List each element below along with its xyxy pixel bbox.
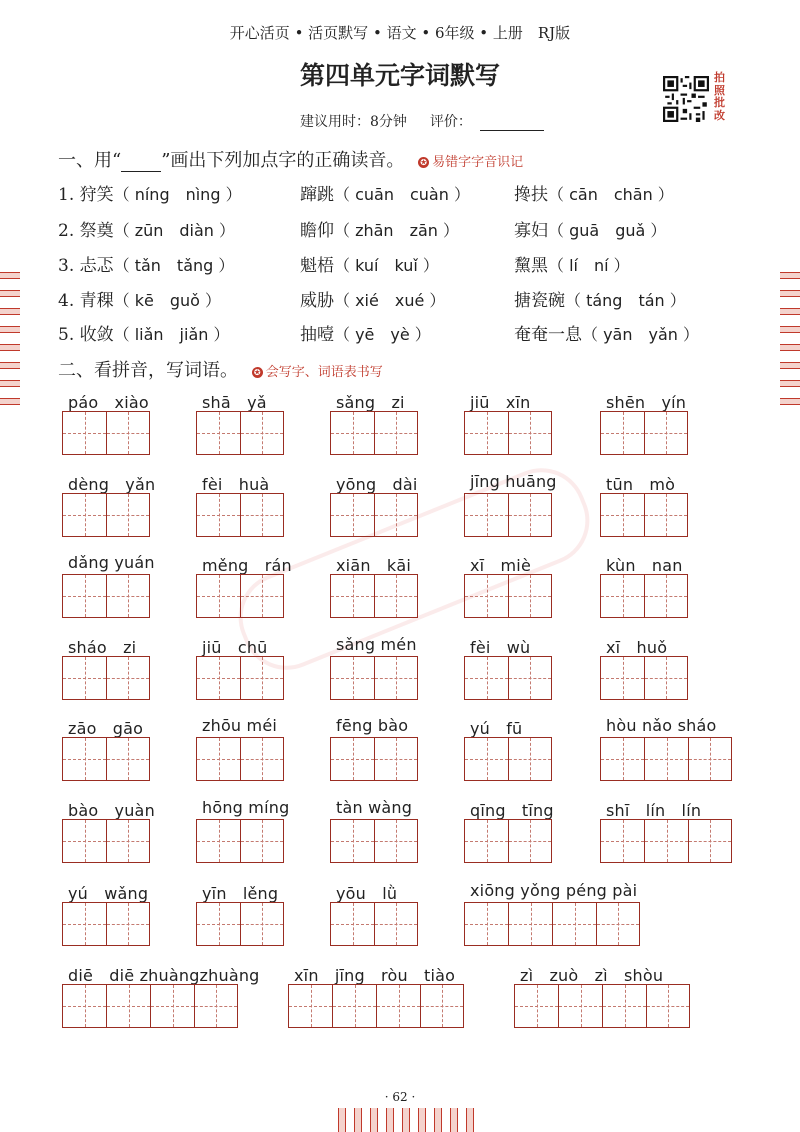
- writing-cell[interactable]: [464, 656, 508, 700]
- writing-cell[interactable]: [374, 902, 418, 946]
- pinyin-prompt: sháo zi: [68, 638, 137, 657]
- writing-cell[interactable]: [514, 984, 558, 1028]
- writing-cell[interactable]: [62, 656, 106, 700]
- writing-cell[interactable]: [644, 493, 688, 537]
- writing-grid[interactable]: [330, 902, 418, 946]
- qr-caption-char: 照: [714, 83, 725, 97]
- section2-tag-text: 会写字、词语表书写: [265, 365, 383, 380]
- eval-label: 评价：: [429, 114, 472, 130]
- word-label: 2. 祭奠: [58, 221, 114, 241]
- writing-cell[interactable]: [508, 574, 552, 618]
- writing-cell[interactable]: [602, 984, 646, 1028]
- writing-cell[interactable]: [62, 737, 106, 781]
- writing-cell[interactable]: [330, 737, 374, 781]
- word-label: 威胁: [300, 291, 334, 311]
- word-label: 蹿跳: [300, 185, 334, 205]
- header-line: 开心活页 • 活页默写 • 语文 • 6年级 • 上册 RJ版: [229, 24, 571, 42]
- writing-grid[interactable]: [514, 984, 690, 1028]
- writing-cell[interactable]: [106, 984, 150, 1028]
- right-binding-marks: [780, 272, 800, 416]
- time-label: 建议用时：8分钟: [300, 114, 407, 130]
- pinyin-prompt: qīng tīng: [470, 801, 554, 820]
- word-label: 5. 收敛: [58, 325, 114, 345]
- pinyin-prompt: yīn lěng: [202, 884, 279, 903]
- writing-cell[interactable]: [374, 737, 418, 781]
- pinyin-prompt: yú fū: [470, 719, 523, 738]
- writing-cell[interactable]: [240, 574, 284, 618]
- writing-grid[interactable]: [600, 493, 688, 537]
- writing-grid[interactable]: [330, 574, 418, 618]
- writing-cell[interactable]: [464, 737, 508, 781]
- pinyin-prompt: fèi wù: [470, 638, 531, 657]
- pinyin-prompt: sǎng mén: [336, 635, 417, 654]
- word-label: 奄奄一息: [514, 325, 582, 345]
- page-number: · 62 ·: [384, 1090, 416, 1104]
- section2-title: [58, 356, 383, 382]
- writing-cell[interactable]: [644, 411, 688, 455]
- writing-cell[interactable]: [688, 737, 732, 781]
- writing-cell[interactable]: [600, 737, 644, 781]
- pinyin-prompt: dèng yǎn: [68, 475, 156, 494]
- writing-grid[interactable]: [330, 737, 418, 781]
- writing-grid[interactable]: [600, 574, 688, 618]
- writing-grid[interactable]: [464, 737, 552, 781]
- pinyin-prompt: xīn jīng ròu tiào: [294, 966, 456, 985]
- writing-cell[interactable]: [106, 902, 150, 946]
- writing-grid[interactable]: [62, 819, 150, 863]
- writing-cell[interactable]: [62, 493, 106, 537]
- writing-grid[interactable]: [196, 737, 284, 781]
- writing-cell[interactable]: [374, 819, 418, 863]
- qr-caption-char: 拍: [714, 71, 725, 84]
- pronunciation-item: [58, 251, 234, 276]
- writing-cell[interactable]: [150, 984, 194, 1028]
- writing-cell[interactable]: [374, 493, 418, 537]
- writing-grid[interactable]: [600, 656, 688, 700]
- word-label: 搪瓷碗: [514, 291, 565, 311]
- writing-cell[interactable]: [62, 411, 106, 455]
- writing-grid[interactable]: [196, 574, 284, 618]
- pinyin-options[interactable]: （ xié xué ）: [334, 291, 446, 310]
- pinyin-prompt: shā yǎ: [202, 393, 267, 412]
- writing-cell[interactable]: [288, 984, 332, 1028]
- writing-cell[interactable]: [240, 902, 284, 946]
- writing-cell[interactable]: [330, 574, 374, 618]
- pronunciation-item: [300, 216, 459, 241]
- pinyin-prompt: hōng míng: [202, 798, 290, 817]
- writing-cell[interactable]: [464, 493, 508, 537]
- writing-cell[interactable]: [644, 574, 688, 618]
- writing-grid[interactable]: [62, 493, 150, 537]
- eval-blank[interactable]: [480, 117, 544, 131]
- pinyin-options[interactable]: （ yē yè ）: [334, 325, 431, 344]
- pinyin-prompt: měng rán: [202, 556, 292, 575]
- left-binding-marks: [0, 272, 20, 416]
- star-icon: ✪: [418, 157, 429, 168]
- writing-cell[interactable]: [464, 411, 508, 455]
- writing-cell[interactable]: [508, 411, 552, 455]
- writing-grid[interactable]: [196, 411, 284, 455]
- writing-cell[interactable]: [508, 493, 552, 537]
- writing-grid[interactable]: [288, 984, 464, 1028]
- word-label: 3. 忐忑: [58, 256, 114, 276]
- pronunciation-item: [514, 320, 699, 345]
- pronunciation-item: [58, 286, 221, 311]
- writing-cell[interactable]: [106, 574, 150, 618]
- writing-cell[interactable]: [374, 411, 418, 455]
- pinyin-prompt: jīng huāng: [470, 472, 557, 491]
- pronunciation-item: [58, 320, 229, 345]
- writing-cell[interactable]: [62, 819, 106, 863]
- writing-cell[interactable]: [552, 902, 596, 946]
- writing-cell[interactable]: [508, 737, 552, 781]
- writing-grid[interactable]: [62, 656, 150, 700]
- writing-cell[interactable]: [376, 984, 420, 1028]
- writing-cell[interactable]: [600, 819, 644, 863]
- writing-grid[interactable]: [196, 656, 284, 700]
- pinyin-options[interactable]: （ níng nìng ）: [113, 185, 242, 204]
- writing-grid[interactable]: [196, 493, 284, 537]
- writing-cell[interactable]: [464, 574, 508, 618]
- word-label: 1. 狩笑: [58, 185, 114, 205]
- writing-grid[interactable]: [464, 574, 552, 618]
- writing-grid[interactable]: [464, 902, 640, 946]
- qr-caption-char: 批: [714, 96, 725, 109]
- section2-tag: [252, 365, 383, 380]
- writing-grid[interactable]: [330, 656, 418, 700]
- writing-cell[interactable]: [464, 902, 508, 946]
- pinyin-prompt: zhōu méi: [202, 716, 278, 735]
- pinyin-prompt: jiū xīn: [470, 393, 531, 412]
- writing-cell[interactable]: [196, 656, 240, 700]
- word-label: 寡妇: [514, 221, 548, 241]
- writing-cell[interactable]: [62, 902, 106, 946]
- qr-caption: [714, 72, 730, 122]
- word-label: 4. 青稞: [58, 291, 114, 311]
- writing-cell[interactable]: [62, 574, 106, 618]
- pinyin-prompt: xiōng yǒng péng pài: [470, 881, 638, 900]
- pinyin-prompt: yōu lǜ: [336, 884, 398, 903]
- writing-cell[interactable]: [240, 737, 284, 781]
- pronunciation-item: [514, 251, 630, 276]
- section1-title-post: ”画出下列加点字的正确读音。: [161, 150, 405, 171]
- writing-grid[interactable]: [62, 902, 150, 946]
- pinyin-prompt: jiū chū: [202, 638, 268, 657]
- writing-cell[interactable]: [330, 411, 374, 455]
- pinyin-options[interactable]: （ kē guǒ ）: [113, 291, 221, 310]
- pinyin-options[interactable]: （ cān chān ）: [548, 185, 674, 204]
- pinyin-prompt: bào yuàn: [68, 801, 155, 820]
- writing-cell[interactable]: [196, 737, 240, 781]
- pinyin-prompt: fèi huà: [202, 475, 270, 494]
- writing-cell[interactable]: [508, 902, 552, 946]
- pronunciation-item: [514, 180, 674, 205]
- writing-grid[interactable]: [464, 656, 552, 700]
- writing-cell[interactable]: [330, 819, 374, 863]
- section1-title: [58, 146, 523, 172]
- pinyin-options[interactable]: （ kuí kuǐ ）: [334, 256, 439, 275]
- pronunciation-item: [300, 286, 445, 311]
- pinyin-options[interactable]: （ lí ní ）: [548, 256, 630, 275]
- pinyin-prompt: sǎng zi: [336, 393, 405, 412]
- writing-cell[interactable]: [600, 574, 644, 618]
- writing-cell[interactable]: [688, 819, 732, 863]
- writing-cell[interactable]: [464, 819, 508, 863]
- pinyin-prompt: zāo gāo: [68, 719, 144, 738]
- writing-grid[interactable]: [196, 902, 284, 946]
- section1-title-pre: 一、用“: [58, 150, 122, 171]
- pinyin-prompt: fēng bào: [336, 716, 409, 735]
- writing-cell[interactable]: [196, 493, 240, 537]
- pinyin-prompt: shī lín lín: [606, 801, 702, 820]
- pinyin-prompt: yú wǎng: [68, 884, 149, 903]
- word-label: 抽噎: [300, 325, 334, 345]
- pinyin-prompt: yōng dài: [336, 475, 418, 494]
- writing-cell[interactable]: [508, 819, 552, 863]
- writing-cell[interactable]: [240, 656, 284, 700]
- writing-cell[interactable]: [420, 984, 464, 1028]
- writing-cell[interactable]: [600, 411, 644, 455]
- writing-grid[interactable]: [62, 984, 238, 1028]
- pinyin-prompt: zì zuò zì shòu: [520, 966, 664, 985]
- qr-caption-char: 改: [714, 108, 725, 122]
- writing-grid[interactable]: [62, 574, 150, 618]
- writing-cell[interactable]: [600, 656, 644, 700]
- pinyin-prompt: shēn yín: [606, 393, 687, 412]
- pronunciation-item: [300, 180, 470, 205]
- pinyin-options[interactable]: （ zūn diàn ）: [113, 221, 236, 240]
- writing-cell[interactable]: [644, 737, 688, 781]
- writing-cell[interactable]: [332, 984, 376, 1028]
- pinyin-options[interactable]: （ zhān zān ）: [334, 221, 460, 240]
- pinyin-prompt: xī huǒ: [606, 638, 668, 657]
- writing-grid[interactable]: [464, 411, 552, 455]
- meta-line: [300, 111, 544, 131]
- writing-cell[interactable]: [240, 493, 284, 537]
- word-label: 搀扶: [514, 185, 548, 205]
- writing-cell[interactable]: [330, 656, 374, 700]
- writing-grid[interactable]: [196, 819, 284, 863]
- writing-cell[interactable]: [644, 819, 688, 863]
- writing-cell[interactable]: [196, 902, 240, 946]
- pinyin-options[interactable]: （ tǎn tǎng ）: [113, 256, 235, 275]
- pinyin-options[interactable]: （ táng tán ）: [565, 291, 686, 310]
- pinyin-prompt: xī miè: [470, 556, 531, 575]
- writing-cell[interactable]: [106, 411, 150, 455]
- writing-cell[interactable]: [62, 984, 106, 1028]
- pinyin-options[interactable]: （ cuān cuàn ）: [334, 185, 470, 204]
- pronunciation-item: [300, 320, 431, 345]
- writing-cell[interactable]: [600, 493, 644, 537]
- writing-grid[interactable]: [600, 819, 732, 863]
- writing-cell[interactable]: [646, 984, 690, 1028]
- word-label: 魁梧: [300, 256, 334, 276]
- writing-cell[interactable]: [196, 819, 240, 863]
- writing-cell[interactable]: [106, 819, 150, 863]
- writing-cell[interactable]: [196, 574, 240, 618]
- underline-sample: [121, 157, 161, 172]
- writing-cell[interactable]: [596, 902, 640, 946]
- writing-cell[interactable]: [196, 411, 240, 455]
- writing-cell[interactable]: [106, 737, 150, 781]
- writing-cell[interactable]: [558, 984, 602, 1028]
- word-label: 黧黑: [514, 256, 548, 276]
- pinyin-prompt: xiān kāi: [336, 556, 411, 575]
- pinyin-options[interactable]: （ yān yǎn ）: [582, 325, 700, 344]
- writing-grid[interactable]: [600, 411, 688, 455]
- pinyin-prompt: páo xiào: [68, 393, 149, 412]
- writing-cell[interactable]: [106, 493, 150, 537]
- pinyin-prompt: tàn wàng: [336, 798, 413, 817]
- writing-grid[interactable]: [464, 819, 552, 863]
- pronunciation-item: [514, 216, 666, 241]
- writing-cell[interactable]: [240, 819, 284, 863]
- section2-title-text: 二、看拼音，写词语。: [58, 360, 238, 381]
- pinyin-prompt: tūn mò: [606, 475, 676, 494]
- writing-cell[interactable]: [330, 493, 374, 537]
- pronunciation-item: [58, 180, 242, 205]
- page-title: 第四单元字词默写: [299, 61, 500, 90]
- section1-tag-text: 易错字字音识记: [432, 155, 524, 170]
- writing-cell[interactable]: [106, 656, 150, 700]
- writing-cell[interactable]: [240, 411, 284, 455]
- writing-grid[interactable]: [62, 411, 150, 455]
- pronunciation-item: [300, 251, 439, 276]
- pinyin-prompt: kùn nan: [606, 556, 683, 575]
- section1-tag: [418, 155, 523, 170]
- pinyin-options[interactable]: （ guā guǎ ）: [548, 221, 667, 240]
- pronunciation-item: [514, 286, 686, 311]
- writing-cell[interactable]: [330, 902, 374, 946]
- writing-grid[interactable]: [464, 493, 552, 537]
- writing-cell[interactable]: [644, 656, 688, 700]
- word-label: 瞻仰: [300, 221, 334, 241]
- pinyin-prompt: dǎng yuán: [68, 553, 155, 572]
- writing-cell[interactable]: [374, 656, 418, 700]
- bottom-binding-marks: [338, 1108, 482, 1132]
- writing-grid[interactable]: [330, 819, 418, 863]
- pinyin-prompt: diē diē zhuàngzhuàng: [68, 966, 260, 985]
- writing-cell[interactable]: [508, 656, 552, 700]
- pinyin-prompt: hòu nǎo sháo: [606, 716, 717, 735]
- writing-grid[interactable]: [600, 737, 732, 781]
- qr-code-icon[interactable]: [663, 76, 709, 122]
- pronunciation-item: [58, 216, 235, 241]
- writing-cell[interactable]: [374, 574, 418, 618]
- writing-grid[interactable]: [330, 411, 418, 455]
- writing-grid[interactable]: [62, 737, 150, 781]
- pinyin-options[interactable]: （ liǎn jiǎn ）: [113, 325, 230, 344]
- star-icon: ✪: [252, 367, 263, 378]
- writing-cell[interactable]: [194, 984, 238, 1028]
- writing-grid[interactable]: [330, 493, 418, 537]
